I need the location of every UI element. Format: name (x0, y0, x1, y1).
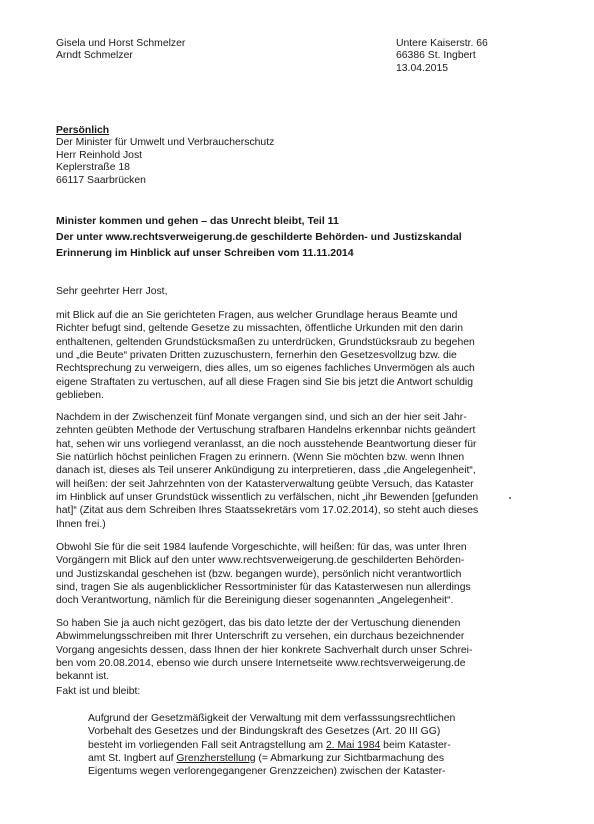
fact-heading: Fakt ist und bleibt: (56, 686, 141, 697)
paragraph-1 (56, 309, 475, 402)
text-line: Nachdem in der Zwischenzeit fünf Monate vergangen sind, und sich an der hier seit Jahr- (56, 412, 467, 423)
text-line: Obwohl Sie für die seit 1984 laufende Vorgeschichte, will heißen: für das, was unter Ihren (56, 542, 467, 553)
text-line: Sie natürlich höchst peinlichen Fragen zu erinnern. (Wenn Sie möchten bzw. wenn Ihnen (56, 452, 465, 464)
paragraph-2 (56, 411, 478, 531)
text-line: Rechtsprechung zu verweigern, dies alles, um so eigenes fachliches Unvermögen als auch (56, 363, 475, 375)
text-line: sind, tragen Sie als augenblicklicher Ressortminister für das Katasterwesen nun allerdings (56, 582, 471, 594)
text-line: hat, sehen wir uns vorliegend veranlasst, an die noch ausstehende Beantwortung dieser für (56, 438, 477, 450)
text-segment: beim Kataster- (380, 739, 451, 751)
boundary-term: Grenzherstellung (176, 753, 256, 765)
sender-name-1: Gisela und Horst Schmelzer (56, 38, 186, 49)
text-line: im Hinblick auf unser Grundstück wissentlich zu verfälschen, nicht „ihr Bewenden [gefunden (56, 492, 479, 504)
recipient-line-3: Keplerstraße 18 (56, 162, 130, 174)
subject-line-2: Der unter www.rechtsverweigerung.de geschilderte Behörden- und Justizskandal (56, 231, 462, 243)
personal-marker: Persönlich (56, 125, 110, 136)
sender-name-2: Arndt Schmelzer (56, 50, 133, 62)
text-line: geblieben. (56, 390, 104, 402)
text-segment: besteht im vorliegenden Fall seit Antragstellung am (88, 739, 326, 751)
text-segment: (= Abmarkung zur Sichtbarmachung des (255, 753, 445, 765)
text-line (88, 752, 455, 765)
paragraph-3 (56, 541, 471, 608)
recipient-line-1: Der Minister für Umwelt und Verbraucherschutz (56, 137, 275, 149)
sender-names (56, 38, 185, 63)
text-line: Vorbehalt des Gesetzes und der Bindungskraft des Gesetzes (Art. 20 III GG) (88, 726, 441, 738)
text-line: Richter befugt sind, geltende Gesetze zu missachten, öffentliche Urkunden mit den darin (56, 323, 464, 335)
text-line: Eigentums wegen verlorengegangener Grenzzeichen) zwischen der Kataster- (88, 766, 446, 778)
text-line: hat]“ (Zitat aus dem Schreiben Ihres Staatssekretärs vom 17.02.2014), so steht auch dieses (56, 505, 479, 517)
text-line: mit Blick auf die an Sie gerichteten Fragen, aus welcher Grundlage heraus Beamte und (56, 310, 458, 321)
scan-speck (509, 497, 511, 499)
salutation: Sehr geehrter Herr Jost, (56, 286, 168, 297)
sender-city: 66386 St. Ingbert (396, 50, 476, 62)
recipient-block (56, 125, 274, 187)
sender-address (396, 38, 488, 75)
text-line: doch Verantwortung, nämlich für die Bereinigung dieser sogenannten „Angelegenheit“. (56, 595, 454, 607)
text-line: will heißen: der seit Jahrzehnten von der Katasterverwaltung geübte Versuch, das Kataster (56, 478, 474, 490)
text-line: Ihnen frei.) (56, 518, 106, 530)
application-date: 2. Mai 1984 (325, 739, 381, 751)
text-line: Abwimmelungsschreiben mit Ihrer Unterschrift zu versehen, ein durchaus bezeichnender (56, 631, 465, 643)
text-line: und „die Beute“ privaten Dritten zuzuschustern, fernerhin den Gesetzesvollzug bzw. die (56, 350, 457, 362)
recipient-line-2: Herr Reinhold Jost (56, 149, 143, 161)
text-line: ben vom 20.08.2014, ebenso wie durch unsere Internetseite www.rechtsverweigerung.de (56, 658, 466, 670)
subject-line-1: Minister kommen und gehen – das Unrecht bleibt, Teil 11 (56, 215, 339, 227)
text-line: So haben Sie ja auch nicht gezögert, das bis dato letzte der der Vertuschung dienenden (56, 618, 461, 629)
text-line: bekannt ist. (56, 671, 110, 683)
text-line: Vorgängern mit Blick auf den unter www.rechtsverweigerung.de geschilderten Behörden- (56, 555, 465, 567)
text-segment: amt St. Ingbert auf (88, 753, 177, 765)
recipient-line-4: 66117 Saarbrücken (56, 174, 146, 186)
letter-date: 13.04.2015 (396, 62, 449, 74)
subject-block (56, 213, 462, 261)
subject-line-3: Erinnerung im Hinblick auf unser Schreiben vom 11.11.2014 (56, 247, 354, 259)
text-line: eigene Straftaten zu vertuschen, auf all diese Fragen sind Sie bis jetzt die Antwort schuldig (56, 376, 474, 388)
text-line: danach ist, dieses als Teil unserer Ankündigung zu interpretieren, dass „die Angelegenheit“, (56, 465, 476, 477)
text-line: enthaltenen, geltenden Grundstücksmaßen zu unterdrücken, Grundstücksraub zu begehen (56, 336, 475, 348)
text-line (88, 739, 455, 752)
text-line: zehnten geübten Methode der Vertuschung strafbaren Handelns erkennbar nichts geändert (56, 425, 476, 437)
sender-street: Untere Kaiserstr. 66 (396, 38, 488, 49)
text-line: und Justizskandal geschehen ist (bzw. begangen wurde), persönlich nicht verantwortlich (56, 568, 462, 580)
paragraph-4 (56, 617, 472, 684)
text-line: Vorgang angesichts dessen, dass Ihnen der hier konkrete Sachverhalt durch unser Schrei- (56, 644, 473, 656)
text-line: Aufgrund der Gesetzmäßigkeit der Verwaltung mit dem verfasssungsrechtlichen (88, 713, 456, 724)
indented-block (88, 712, 455, 779)
